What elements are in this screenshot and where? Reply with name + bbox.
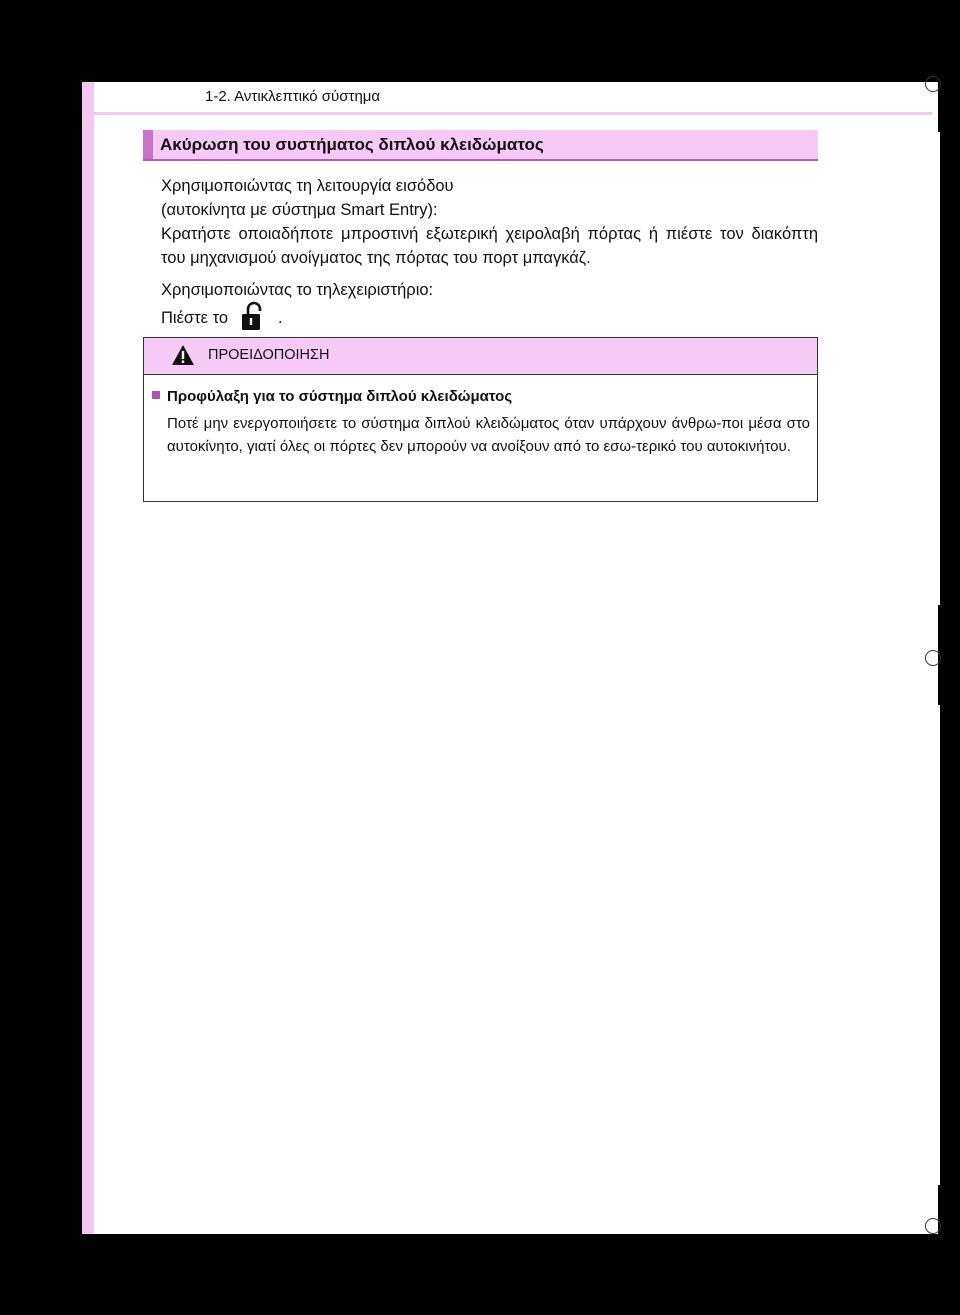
warning-header [144, 338, 817, 375]
registration-mark-icon [925, 650, 941, 666]
warning-item-title-text: Προφύλαξη για το σύστημα διπλού κλειδώματος [167, 388, 513, 405]
warning-item-title [152, 388, 512, 405]
smart-entry-heading-line2: (αυτοκίνητα με σύστημα Smart Entry): [161, 201, 438, 219]
header-divider [94, 112, 932, 115]
smart-entry-instruction: Κρατήστε οποιαδήποτε μπροστινή εξωτερική χειρολαβή πόρτας ή πιέστε τον διακόπτη του μηχανισμού ανοίγματος της πόρτας του πορτ μπαγκάζ. [161, 225, 818, 267]
section-title: Ακύρωση του συστήματος διπλού κλειδώματος [160, 135, 544, 154]
warning-label: ΠΡΟΕΙΔΟΠΟΙΗΣΗ [208, 347, 330, 363]
section-heading-accent [143, 130, 153, 159]
smart-entry-heading-line1: Χρησιμοποιώντας τη λειτουργία εισόδου [161, 177, 454, 195]
bullet-square-icon [152, 391, 160, 399]
remote-heading: Χρησιμοποιώντας το τηλεχειριστήριο: [161, 281, 434, 299]
warning-box [143, 337, 818, 502]
chapter-header: 1-2. Αντικλεπτικό σύστημα [205, 88, 381, 105]
warning-triangle-icon [171, 344, 195, 366]
unlock-icon [238, 301, 270, 331]
page-margin-strip [82, 82, 94, 1234]
remote-instruction-suffix: . [278, 309, 283, 327]
remote-instruction [161, 301, 818, 331]
registration-mark-icon [925, 1218, 941, 1234]
remote-instruction-prefix: Πιέστε το [161, 309, 229, 327]
section-heading-bar [143, 130, 818, 161]
registration-mark-icon [925, 76, 941, 92]
warning-item-text: Ποτέ μην ενεργοποιήσετε το σύστημα διπλού κλειδώματος όταν υπάρχουν άνθρω-ποι μέσα στο αυτοκίνητο, γιατί όλες οι πόρτες δεν μπορούν να ανοίξουν από το εσω-τερικό του αυτοκινήτου. [167, 415, 810, 455]
